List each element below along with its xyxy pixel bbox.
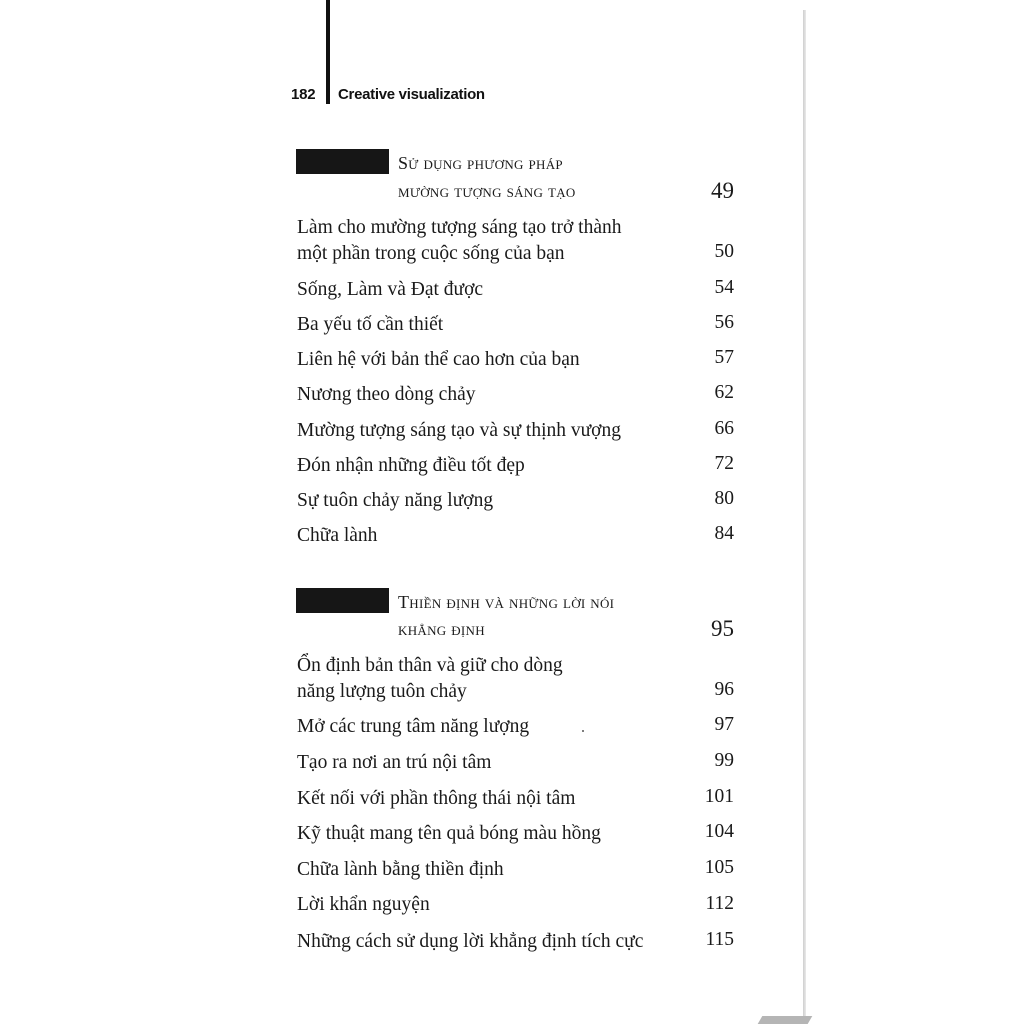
toc-entry-page: 101 xyxy=(704,786,734,807)
toc-entry-page: 72 xyxy=(714,453,734,474)
toc-entry-line2: năng lượng tuôn chảy xyxy=(297,681,467,702)
toc-entry-page: 50 xyxy=(714,241,734,262)
page-corner-shadow xyxy=(758,1016,813,1024)
toc-entry: Lời khẩn nguyện xyxy=(297,894,430,915)
toc-entry: Những cách sử dụng lời khẳng định tích cực xyxy=(297,931,644,952)
toc-entry-line1: Làm cho mường tượng sáng tạo trở thành xyxy=(297,217,622,238)
toc-entry: Kết nối với phần thông thái nội tâm xyxy=(297,788,576,809)
toc-entry-page: 112 xyxy=(705,893,734,914)
toc-entry-page: 62 xyxy=(714,382,734,403)
toc-entry-page: 105 xyxy=(704,857,734,878)
toc-entry: Chữa lành bằng thiền định xyxy=(297,859,504,880)
toc-entry: Chữa lành xyxy=(297,525,378,546)
section-heading-line2: khẳng định xyxy=(398,619,485,639)
toc-entry-page: 56 xyxy=(714,312,734,333)
toc-entry-line2: một phần trong cuộc sống của bạn xyxy=(297,243,565,264)
section-marker-block xyxy=(296,588,389,613)
toc-entry-page: 115 xyxy=(705,929,734,950)
toc-entry-page: 84 xyxy=(714,523,734,544)
toc-entry-page: 54 xyxy=(714,277,734,298)
toc-entry: Kỹ thuật mang tên quả bóng màu hồng xyxy=(297,823,601,844)
toc-entry-page: 104 xyxy=(704,821,734,842)
toc-entry: Sống, Làm và Đạt được xyxy=(297,279,484,300)
page-number: 182 xyxy=(291,86,316,103)
toc-entry: Nương theo dòng chảy xyxy=(297,384,476,405)
toc-entry: Đón nhận những điều tốt đẹp xyxy=(297,455,525,476)
running-head-title: Creative visualization xyxy=(338,86,485,103)
header-vertical-rule xyxy=(326,0,330,104)
section-heading-line1: Sử dụng phương pháp xyxy=(398,153,563,173)
toc-entry: Mở các trung tâm năng lượng xyxy=(297,716,530,737)
toc-entry-line1: Ổn định bản thân và giữ cho dòng xyxy=(297,655,563,676)
page-edge xyxy=(803,10,806,1020)
toc-entry-page: 96 xyxy=(714,679,734,700)
section-page-number: 95 xyxy=(711,616,734,641)
section-marker-block xyxy=(296,149,389,174)
toc-entry-page: 80 xyxy=(714,488,734,509)
toc-entry: Liên hệ với bản thể cao hơn của bạn xyxy=(297,349,580,370)
toc-entry-page: 57 xyxy=(714,347,734,368)
toc-entry: Sự tuôn chảy năng lượng xyxy=(297,490,494,511)
section-heading-line2: mường tượng sáng tạo xyxy=(398,181,576,201)
print-speck xyxy=(582,730,584,732)
toc-entry-page: 97 xyxy=(714,714,734,735)
section-page-number: 49 xyxy=(711,178,734,203)
toc-entry: Mường tượng sáng tạo và sự thịnh vượng xyxy=(297,420,621,441)
toc-entry-page: 99 xyxy=(714,750,734,771)
toc-entry: Ba yếu tố cần thiết xyxy=(297,314,444,335)
toc-entry: Tạo ra nơi an trú nội tâm xyxy=(297,752,492,773)
toc-entry-page: 66 xyxy=(714,418,734,439)
section-heading-line1: Thiền định và những lời nói xyxy=(398,592,615,612)
